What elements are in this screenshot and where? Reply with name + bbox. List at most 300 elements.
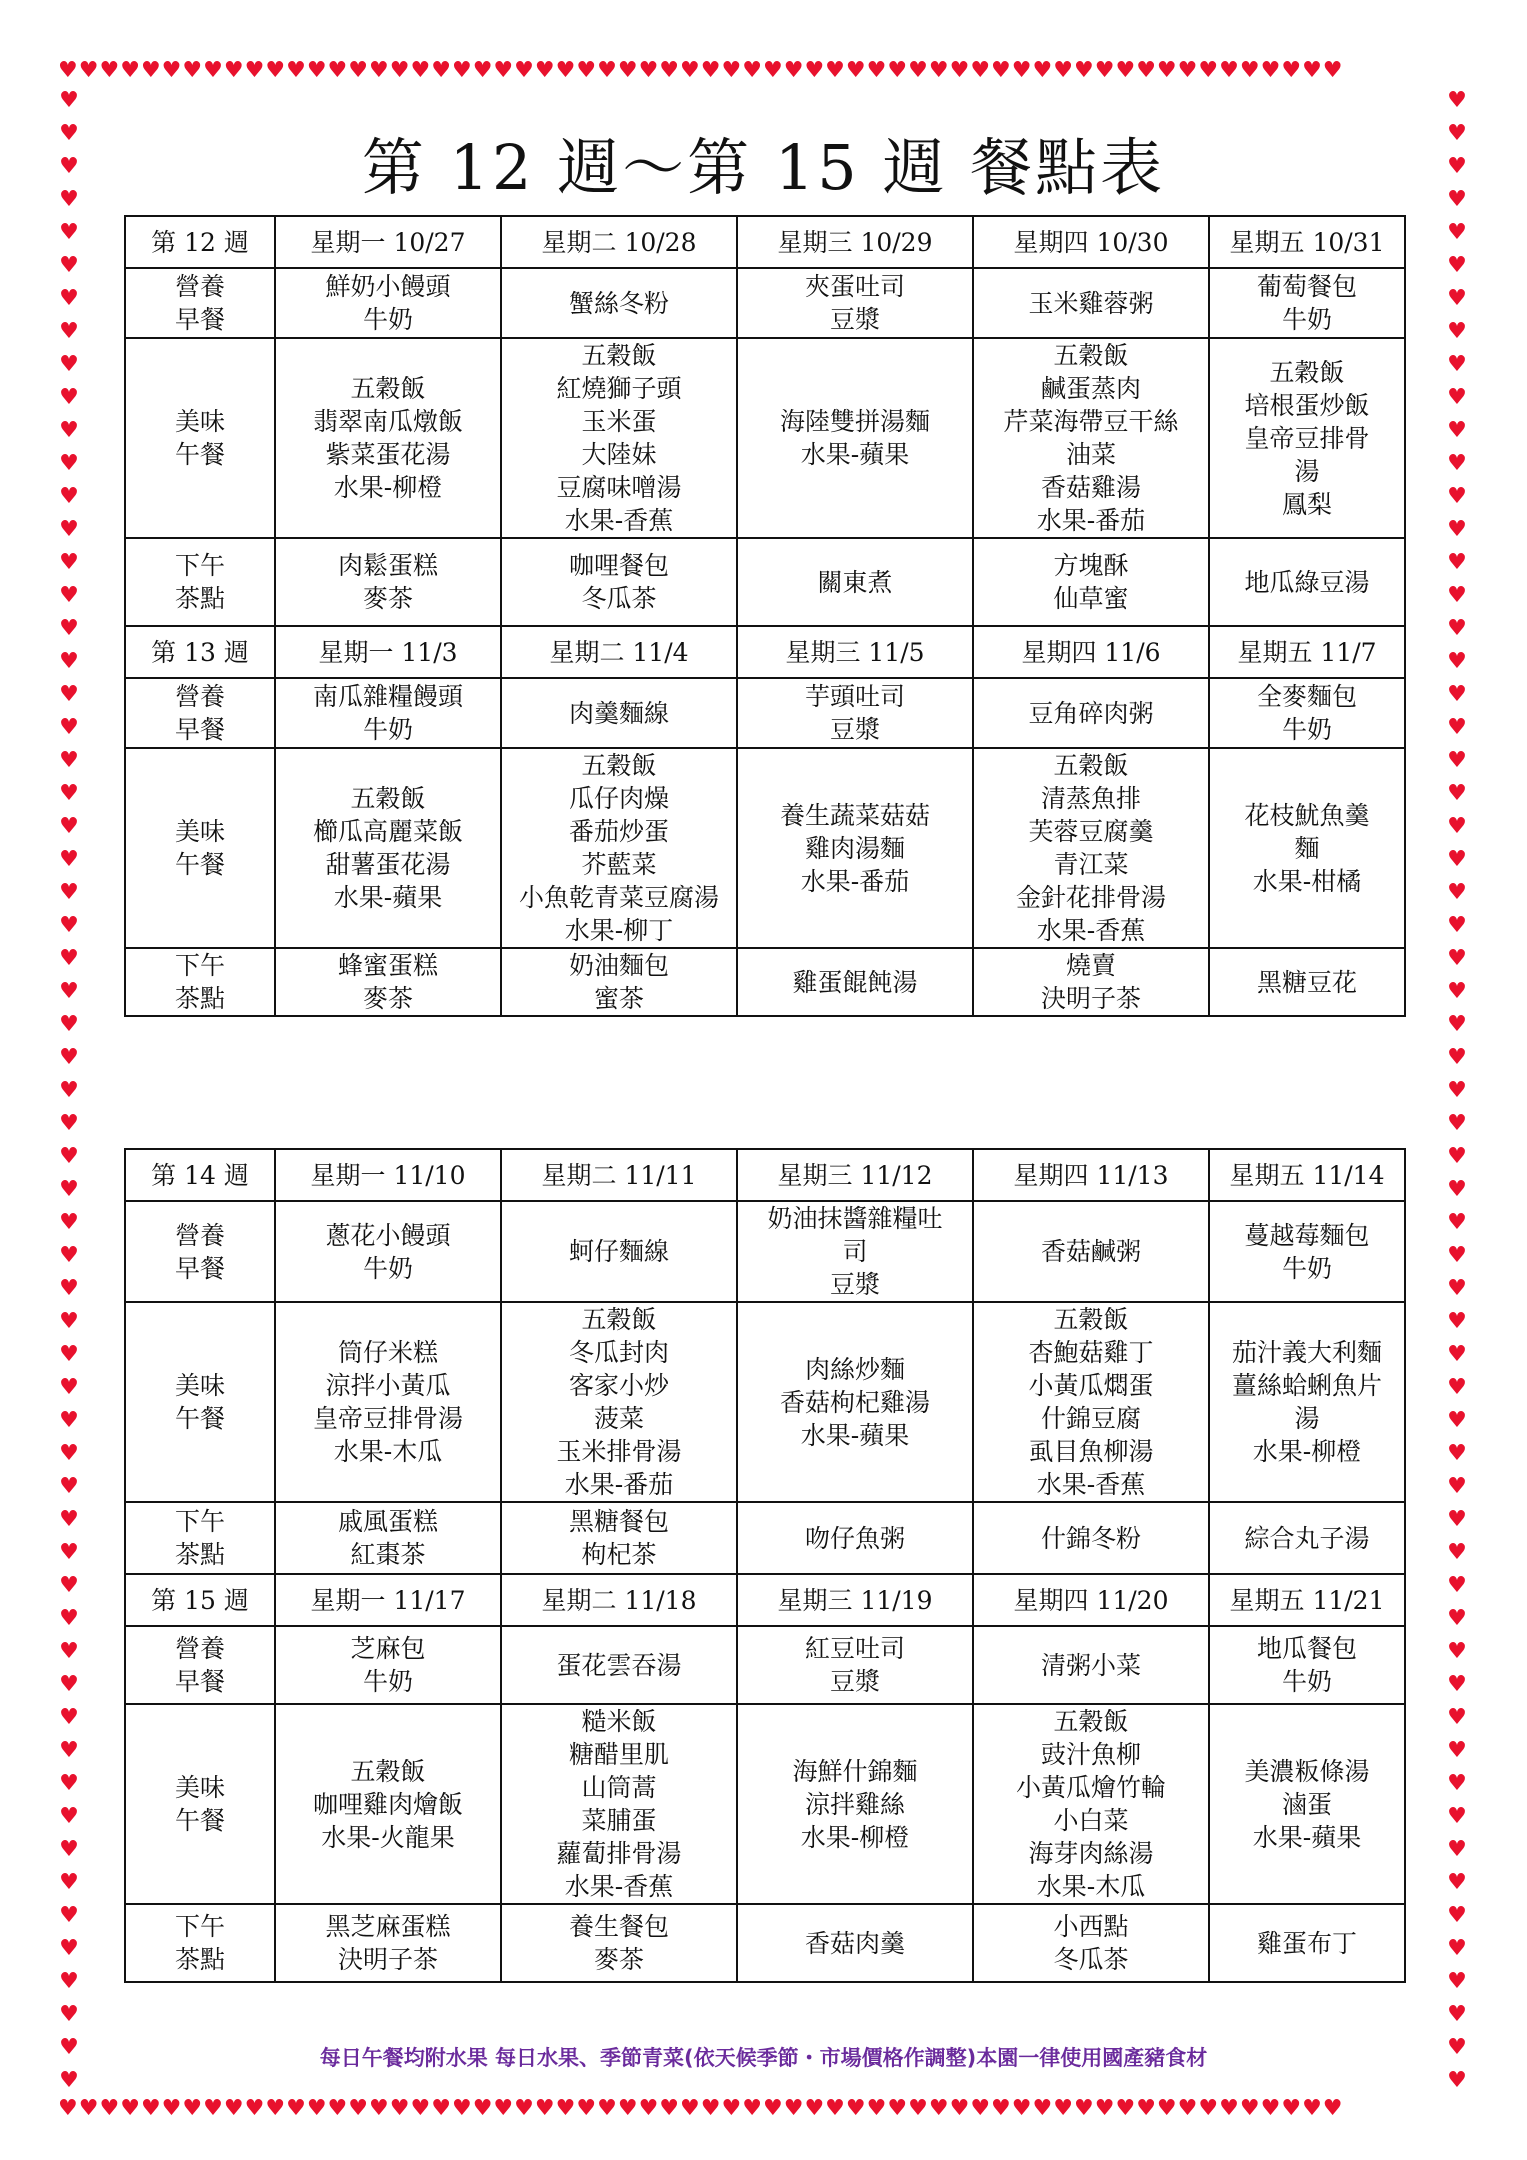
heart-icon: ♥ xyxy=(203,60,224,83)
heart-icon: ♥ xyxy=(1447,616,1467,641)
menu-item: 美濃粄條湯 xyxy=(1244,1756,1370,1786)
heart-icon: ♥ xyxy=(1447,1078,1467,1103)
heart-icon: ♥ xyxy=(59,253,79,278)
menu-item: 紫菜蛋花湯 xyxy=(325,440,451,469)
menu-item: 什錦冬粉 xyxy=(1040,1523,1141,1553)
menu-item: 豆角碎肉粥 xyxy=(1028,698,1154,728)
heart-icon: ♥ xyxy=(887,2098,909,2121)
heart-icon: ♥ xyxy=(59,88,79,113)
menu-item: 早餐 xyxy=(174,1253,225,1283)
heart-icon: ♥ xyxy=(1115,2098,1137,2121)
menu-item: 小黃瓜燴竹輪 xyxy=(1015,1773,1166,1802)
heart-icon: ♥ xyxy=(327,60,349,83)
heart-icon: ♥ xyxy=(1447,1441,1467,1466)
snack-cell xyxy=(737,1904,973,1982)
menu-item: 午餐 xyxy=(174,1806,225,1835)
heart-icon: ♥ xyxy=(59,1045,79,1070)
menu-item: 水果-火龍果 xyxy=(321,1822,455,1852)
menu-item: 冬瓜封肉 xyxy=(568,1338,669,1367)
heart-icon: ♥ xyxy=(1447,1936,1467,1961)
heart-icon: ♥ xyxy=(223,2098,245,2121)
menu-item: 蟹絲冬粉 xyxy=(568,288,669,318)
menu-item: 香菇鹹粥 xyxy=(1040,1237,1141,1266)
heart-icon: ♥ xyxy=(140,60,162,83)
heart-icon: ♥ xyxy=(59,1474,79,1499)
heart-icon: ♥ xyxy=(472,2098,494,2121)
heart-icon: ♥ xyxy=(59,1573,79,1598)
heart-icon: ♥ xyxy=(59,484,79,509)
menu-item: 玉米排骨湯 xyxy=(556,1437,682,1466)
menu-item: 水果-蘋果 xyxy=(1252,1822,1362,1852)
menu-item: 五穀飯 xyxy=(1053,1707,1129,1736)
lunch-row xyxy=(125,1302,1405,1502)
lunch-cell xyxy=(973,1302,1209,1502)
menu-item: 水果-香蕉 xyxy=(564,506,674,535)
menu-item: 營養 xyxy=(174,272,225,301)
day-header: 星期二 11/11 xyxy=(501,1149,737,1201)
menu-item: 養生餐包 xyxy=(568,1912,669,1941)
menu-item: 青江菜 xyxy=(1053,850,1129,879)
menu-item: 仙草蜜 xyxy=(1053,584,1129,613)
lunch-cell xyxy=(973,748,1209,948)
snack-row xyxy=(125,1502,1405,1574)
heart-icon: ♥ xyxy=(576,2098,598,2121)
day-header: 星期三 11/19 xyxy=(737,1574,973,1626)
heart-icon: ♥ xyxy=(1219,60,1240,83)
menu-item: 清蒸魚排 xyxy=(1040,784,1141,813)
menu-item: 麵 xyxy=(1294,833,1320,863)
heart-icon: ♥ xyxy=(1447,1309,1467,1334)
heart-icon: ♥ xyxy=(59,1936,79,1961)
day-header: 星期一 11/17 xyxy=(275,1574,501,1626)
heart-icon: ♥ xyxy=(59,1078,79,1103)
menu-item: 水果-柳橙 xyxy=(1252,1437,1362,1466)
heart-icon: ♥ xyxy=(1322,2098,1344,2121)
heart-icon: ♥ xyxy=(1447,187,1467,212)
heart-icon: ♥ xyxy=(327,2098,349,2121)
heart-icon: ♥ xyxy=(1053,60,1074,83)
heart-icon: ♥ xyxy=(59,1144,79,1169)
menu-item: 養生蔬菜菇菇 xyxy=(779,800,930,830)
breakfast-cell xyxy=(275,268,501,338)
menu-item: 鳳梨 xyxy=(1281,489,1332,519)
heart-icon: ♥ xyxy=(265,2098,287,2121)
menu-item: 燒賣 xyxy=(1065,951,1116,980)
heart-icon: ♥ xyxy=(1156,60,1178,83)
heart-icon: ♥ xyxy=(928,2098,950,2121)
menu-item: 豆漿 xyxy=(829,1270,880,1299)
heart-icon: ♥ xyxy=(887,60,909,83)
heart-icon: ♥ xyxy=(742,2098,763,2121)
heart-icon: ♥ xyxy=(638,2098,660,2121)
breakfast-row xyxy=(125,1201,1405,1302)
heart-icon: ♥ xyxy=(1447,1507,1467,1532)
menu-item: 牛奶 xyxy=(362,305,413,334)
day-header: 星期二 11/18 xyxy=(501,1574,737,1626)
heart-icon: ♥ xyxy=(1447,583,1467,608)
menu-item: 冬瓜茶 xyxy=(1053,1945,1129,1974)
day-header: 星期五 11/14 xyxy=(1209,1149,1405,1201)
breakfast-cell xyxy=(501,678,737,748)
heart-icon: ♥ xyxy=(58,60,79,83)
heart-icon: ♥ xyxy=(59,1705,79,1730)
heart-icon: ♥ xyxy=(1447,1474,1467,1499)
footnote: 每日午餐均附水果 每日水果、季節青菜(依天候季節・市場價格作調整)本園一律使用國產豬食材 xyxy=(319,2046,1208,2070)
breakfast-label xyxy=(125,1201,275,1302)
heart-icon: ♥ xyxy=(59,1210,79,1235)
menu-item: 全麥麵包 xyxy=(1256,682,1357,711)
day-header: 星期一 11/10 xyxy=(275,1149,501,1201)
menu-item: 香菇雞湯 xyxy=(1040,473,1141,502)
heart-icon: ♥ xyxy=(1322,60,1344,83)
heart-icon: ♥ xyxy=(1447,418,1467,443)
breakfast-cell xyxy=(275,1201,501,1302)
snack-row xyxy=(125,1904,1405,1982)
heart-icon: ♥ xyxy=(845,2098,867,2121)
heart-icon: ♥ xyxy=(1447,1804,1467,1829)
breakfast-row xyxy=(125,268,1405,338)
menu-item: 鹹蛋蒸肉 xyxy=(1040,374,1141,403)
breakfast-cell xyxy=(501,1201,737,1302)
heart-icon: ♥ xyxy=(1447,1375,1467,1400)
heart-icon: ♥ xyxy=(1198,60,1220,83)
heart-icon: ♥ xyxy=(493,2098,515,2121)
heart-icon: ♥ xyxy=(1447,1342,1467,1367)
heart-icon: ♥ xyxy=(1447,484,1467,509)
heart-icon: ♥ xyxy=(1219,2098,1240,2121)
breakfast-cell xyxy=(973,1626,1209,1704)
menu-item: 水果-柳丁 xyxy=(564,916,674,945)
heart-icon: ♥ xyxy=(59,715,79,740)
heart-icon xyxy=(1444,2097,1470,2098)
heart-icon: ♥ xyxy=(59,517,79,542)
heart-icon: ♥ xyxy=(1447,1540,1467,1565)
day-header: 星期四 11/13 xyxy=(973,1149,1209,1201)
heart-icon: ♥ xyxy=(59,1969,79,1994)
menu-item: 雞蛋布丁 xyxy=(1256,1928,1357,1958)
heart-icon: ♥ xyxy=(59,1342,79,1367)
heart-icon: ♥ xyxy=(59,1771,79,1796)
menu-item: 水果-柳橙 xyxy=(800,1822,910,1852)
snack-cell xyxy=(275,1502,501,1574)
snack-cell xyxy=(973,1904,1209,1982)
menu-item: 美味 xyxy=(174,817,225,846)
heart-icon: ♥ xyxy=(451,60,473,83)
heart-icon: ♥ xyxy=(244,2098,266,2121)
heart-icon: ♥ xyxy=(1447,946,1467,971)
week-label: 第 12 週 xyxy=(125,216,275,268)
heart-icon: ♥ xyxy=(1073,60,1095,83)
breakfast-label xyxy=(125,268,275,338)
heart-icon: ♥ xyxy=(866,60,888,83)
heart-icon: ♥ xyxy=(223,60,245,83)
snack-label xyxy=(125,1904,275,1982)
heart-icon: ♥ xyxy=(700,60,722,83)
heart-icon: ♥ xyxy=(555,2098,577,2121)
heart-icon: ♥ xyxy=(59,1276,79,1301)
heart-icon: ♥ xyxy=(182,2098,204,2121)
heart-icon: ♥ xyxy=(1260,2098,1282,2121)
heart-icon: ♥ xyxy=(1447,1870,1467,1895)
heart-icon: ♥ xyxy=(617,2098,639,2121)
heart-icon: ♥ xyxy=(1447,319,1467,344)
breakfast-cell xyxy=(501,268,737,338)
menu-item: 玉米蛋 xyxy=(581,407,657,436)
day-header: 星期二 10/28 xyxy=(501,216,737,268)
menu-item: 杏鮑菇雞丁 xyxy=(1028,1338,1154,1367)
menu-item: 早餐 xyxy=(174,1667,225,1696)
heart-icon: ♥ xyxy=(1447,1111,1467,1136)
snack-cell xyxy=(501,1502,737,1574)
heart-icon: ♥ xyxy=(1447,1606,1467,1631)
heart-icon: ♥ xyxy=(1447,2068,1467,2093)
day-header: 星期五 11/7 xyxy=(1209,626,1405,678)
heart-icon: ♥ xyxy=(59,1408,79,1433)
heart-icon: ♥ xyxy=(1198,2098,1220,2121)
menu-item: 美味 xyxy=(174,407,225,436)
day-header: 星期三 11/5 xyxy=(737,626,973,678)
lunch-row xyxy=(125,338,1405,538)
heart-icon: ♥ xyxy=(1447,2002,1467,2027)
heart-icon xyxy=(56,2097,82,2098)
heart-icon: ♥ xyxy=(306,2098,328,2121)
menu-item: 五穀飯 xyxy=(581,341,657,370)
heart-icon: ♥ xyxy=(265,60,287,83)
heart-icon: ♥ xyxy=(1447,1837,1467,1862)
heart-icon: ♥ xyxy=(59,1177,79,1202)
menu-table-weeks-12-13 xyxy=(124,215,1406,1017)
heart-icon: ♥ xyxy=(597,60,618,83)
lunch-label xyxy=(125,1704,275,1904)
heart-icon: ♥ xyxy=(348,2098,370,2121)
heart-icon: ♥ xyxy=(1447,1276,1467,1301)
heart-icon: ♥ xyxy=(182,60,204,83)
menu-item: 水果-木瓜 xyxy=(333,1437,443,1466)
heart-icon: ♥ xyxy=(970,2098,992,2121)
breakfast-cell xyxy=(1209,268,1405,338)
menu-item: 冬瓜茶 xyxy=(581,584,657,613)
heart-icon: ♥ xyxy=(1136,2098,1157,2121)
heart-icon: ♥ xyxy=(120,2098,141,2121)
breakfast-cell xyxy=(737,1626,973,1704)
menu-item: 方塊酥 xyxy=(1053,551,1129,580)
menu-item: 水果-蘋果 xyxy=(333,883,443,912)
breakfast-cell xyxy=(275,1626,501,1704)
menu-item: 薑絲蛤蜊魚片 xyxy=(1231,1371,1382,1400)
menu-item: 小白菜 xyxy=(1053,1806,1129,1835)
heart-icon: ♥ xyxy=(59,1606,79,1631)
heart-icon: ♥ xyxy=(1447,220,1467,245)
page-title: 第 12 週～第 15 週 餐點表 xyxy=(361,131,1166,204)
heart-icon: ♥ xyxy=(721,2098,743,2121)
menu-item: 客家小炒 xyxy=(568,1371,669,1400)
lunch-cell xyxy=(275,1302,501,1502)
heart-icon: ♥ xyxy=(59,1738,79,1763)
lunch-cell xyxy=(275,1704,501,1904)
heart-icon: ♥ xyxy=(140,2098,162,2121)
heart-icon: ♥ xyxy=(59,319,79,344)
menu-item: 海芽肉絲湯 xyxy=(1028,1839,1154,1868)
menu-item: 牛奶 xyxy=(1281,1667,1332,1696)
heart-icon: ♥ xyxy=(203,2098,224,2121)
heart-icon: ♥ xyxy=(721,60,743,83)
heart-icon: ♥ xyxy=(410,60,432,83)
lunch-label xyxy=(125,748,275,948)
menu-item: 地瓜餐包 xyxy=(1256,1634,1357,1663)
heart-icon: ♥ xyxy=(493,60,515,83)
snack-cell xyxy=(275,1904,501,1982)
menu-item: 瓜仔肉燥 xyxy=(568,784,669,813)
menu-item: 清粥小菜 xyxy=(1040,1650,1141,1680)
heart-icon: ♥ xyxy=(1302,2098,1323,2121)
heart-icon: ♥ xyxy=(1447,1408,1467,1433)
heart-icon: ♥ xyxy=(59,1309,79,1334)
heart-icon: ♥ xyxy=(762,2098,784,2121)
heart-icon: ♥ xyxy=(1447,880,1467,905)
heart-icon: ♥ xyxy=(1094,60,1116,83)
menu-table-weeks-14-15 xyxy=(124,1148,1406,1983)
menu-item: 早餐 xyxy=(174,715,225,744)
menu-item: 海陸雙拼湯麵 xyxy=(779,407,930,436)
lunch-cell xyxy=(275,748,501,948)
heart-icon: ♥ xyxy=(1447,253,1467,278)
heart-border-right xyxy=(1444,84,1470,2098)
lunch-cell xyxy=(501,338,737,538)
heart-icon: ♥ xyxy=(659,2098,681,2121)
heart-icon: ♥ xyxy=(1115,60,1137,83)
menu-item: 芹菜海帶豆干絲 xyxy=(1003,407,1179,436)
heart-icon: ♥ xyxy=(1447,748,1467,773)
menu-item: 皇帝豆排骨湯 xyxy=(312,1404,463,1433)
heart-icon: ♥ xyxy=(1032,60,1054,83)
menu-item: 黑糖餐包 xyxy=(568,1507,669,1536)
menu-item: 花枝魷魚羹 xyxy=(1244,800,1370,830)
lunch-cell xyxy=(1209,1704,1405,1904)
heart-icon: ♥ xyxy=(1053,2098,1074,2121)
heart-icon: ♥ xyxy=(59,1903,79,1928)
menu-item: 美味 xyxy=(174,1371,225,1400)
heart-icon: ♥ xyxy=(59,451,79,476)
menu-item: 牛奶 xyxy=(1281,305,1332,334)
menu-item: 芥藍菜 xyxy=(581,850,657,879)
heart-icon: ♥ xyxy=(369,60,390,83)
snack-row xyxy=(125,948,1405,1016)
heart-icon: ♥ xyxy=(1302,60,1323,83)
snack-cell xyxy=(1209,1502,1405,1574)
menu-item: 湯 xyxy=(1294,1404,1320,1433)
heart-icon: ♥ xyxy=(783,2098,805,2121)
snack-cell xyxy=(501,538,737,626)
snack-cell xyxy=(973,1502,1209,1574)
heart-icon: ♥ xyxy=(59,286,79,311)
heart-border-top xyxy=(58,60,1468,84)
heart-icon: ♥ xyxy=(59,1540,79,1565)
heart-icon: ♥ xyxy=(59,187,79,212)
menu-item: 南瓜雜糧饅頭 xyxy=(312,682,463,711)
heart-icon: ♥ xyxy=(59,1375,79,1400)
heart-icon: ♥ xyxy=(1447,1705,1467,1730)
menu-item: 金針花排骨湯 xyxy=(1015,883,1166,912)
heart-icon: ♥ xyxy=(680,60,701,83)
heart-icon: ♥ xyxy=(742,60,763,83)
heart-icon: ♥ xyxy=(1447,154,1467,179)
menu-item: 下午 xyxy=(174,951,225,980)
day-header: 星期一 11/3 xyxy=(275,626,501,678)
breakfast-cell xyxy=(1209,1626,1405,1704)
menu-item: 奶油抹醬雜糧吐 xyxy=(767,1204,943,1233)
breakfast-cell xyxy=(973,678,1209,748)
heart-icon: ♥ xyxy=(59,385,79,410)
menu-item: 關東煮 xyxy=(817,567,893,597)
menu-item: 水果-番茄 xyxy=(800,866,910,896)
heart-icon: ♥ xyxy=(1447,1903,1467,1928)
menu-item: 香菇枸杞雞湯 xyxy=(779,1387,930,1417)
heart-icon: ♥ xyxy=(59,583,79,608)
heart-icon: ♥ xyxy=(1447,1045,1467,1070)
menu-item: 麥茶 xyxy=(362,984,413,1013)
lunch-cell xyxy=(501,1704,737,1904)
menu-item: 肉絲炒麵 xyxy=(804,1354,905,1384)
menu-item: 小魚乾青菜豆腐湯 xyxy=(518,883,719,912)
menu-item: 水果-柑橘 xyxy=(1252,866,1362,896)
menu-item: 五穀飯 xyxy=(1053,341,1129,370)
menu-item: 牛奶 xyxy=(362,1253,413,1283)
breakfast-cell xyxy=(501,1626,737,1704)
menu-item: 下午 xyxy=(174,1912,225,1941)
lunch-cell xyxy=(1209,748,1405,948)
heart-icon: ♥ xyxy=(659,60,681,83)
heart-icon: ♥ xyxy=(1447,1738,1467,1763)
menu-item: 豆漿 xyxy=(829,1667,880,1696)
heart-icon: ♥ xyxy=(1447,682,1467,707)
week-header-row xyxy=(125,216,1405,268)
snack-cell xyxy=(275,538,501,626)
heart-icon: ♥ xyxy=(59,649,79,674)
snack-label xyxy=(125,948,275,1016)
week-label: 第 14 週 xyxy=(125,1149,275,1201)
menu-item: 咖哩餐包 xyxy=(568,551,669,580)
heart-icon: ♥ xyxy=(59,2035,79,2060)
menu-item: 什錦豆腐 xyxy=(1040,1404,1141,1433)
menu-item: 枸杞茶 xyxy=(581,1540,657,1569)
menu-item: 下午 xyxy=(174,1507,225,1536)
heart-icon: ♥ xyxy=(1260,60,1282,83)
menu-item: 蔓越莓麵包 xyxy=(1244,1220,1370,1250)
heart-icon: ♥ xyxy=(555,60,577,83)
menu-item: 蚵仔麵線 xyxy=(568,1237,669,1266)
menu-item: 香菇肉羹 xyxy=(804,1928,905,1958)
menu-item: 糖醋里肌 xyxy=(568,1740,669,1769)
heart-icon: ♥ xyxy=(431,2098,452,2121)
breakfast-cell xyxy=(1209,678,1405,748)
heart-icon: ♥ xyxy=(1447,1969,1467,1994)
menu-item: 湯 xyxy=(1294,456,1320,486)
heart-icon: ♥ xyxy=(389,2098,411,2121)
menu-item: 甜薯蛋花湯 xyxy=(325,850,451,879)
breakfast-row xyxy=(125,1626,1405,1704)
lunch-cell xyxy=(275,338,501,538)
heart-icon: ♥ xyxy=(617,60,639,83)
heart-icon: ♥ xyxy=(1011,60,1033,83)
heart-icon: ♥ xyxy=(576,60,598,83)
lunch-row xyxy=(125,748,1405,948)
lunch-cell xyxy=(737,1302,973,1502)
heart-icon: ♥ xyxy=(1447,1210,1467,1235)
day-header: 星期五 10/31 xyxy=(1209,216,1405,268)
breakfast-label xyxy=(125,678,275,748)
menu-item: 吻仔魚粥 xyxy=(804,1523,905,1553)
heart-icon: ♥ xyxy=(1447,385,1467,410)
